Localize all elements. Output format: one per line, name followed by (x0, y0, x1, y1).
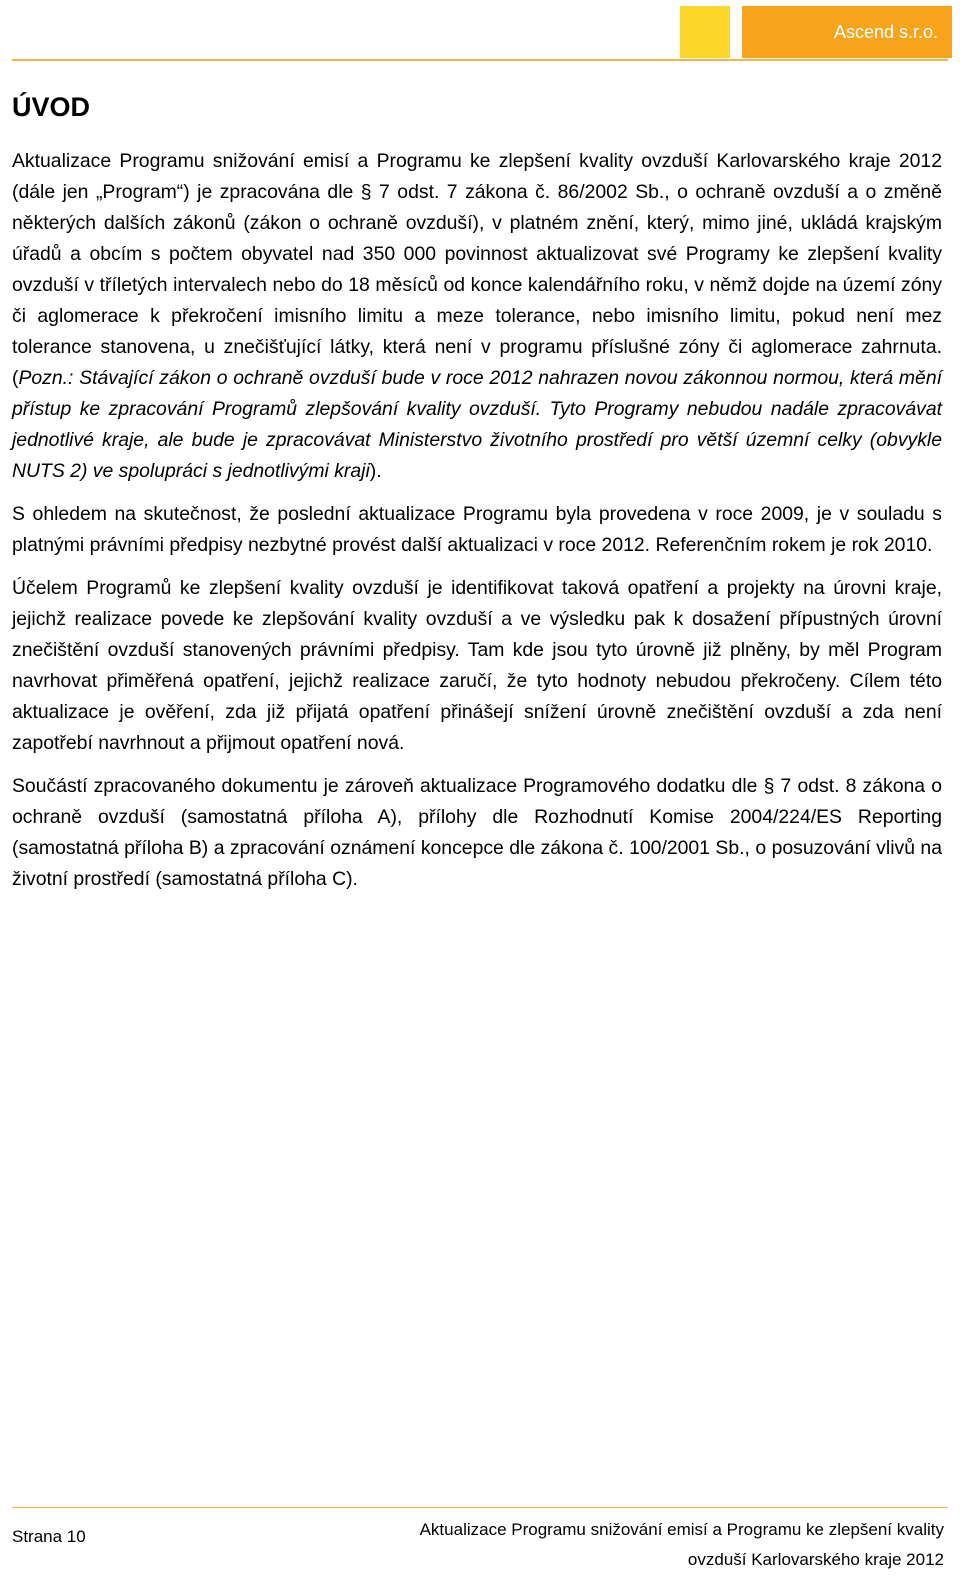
footer-title-line-1: Aktualizace Programu snižování emisí a Programu ke zlepšení kvality (419, 1520, 944, 1539)
header-yellow-block (680, 6, 730, 58)
paragraph-4: Součástí zpracovaného dokumentu je zároveň aktualizace Programového dodatku dle § 7 odst. 8 zákona o ochraně ovzduší (samostatná příloha A), přílohy dle Rozhodnutí Komise 2004/224/ES Reporting (samostatná příloha B) a zpracování oznámení koncepce dle zákona č. 100/2001 Sb., o posuzování vlivů na životní prostředí (samostatná příloha C). (12, 775, 942, 890)
paragraph-1 (12, 146, 942, 487)
paragraph-2: S ohledem na skutečnost, že poslední aktualizace Programu byla provedena v roce 2009, je v souladu s platnými právními předpisy nezbytné provést další aktualizaci v roce 2012. Referenčním rokem je rok 2010. (12, 503, 942, 556)
header-orange-block (742, 6, 952, 58)
header-decoration (0, 6, 960, 62)
paragraph-1-note: Pozn.: Stávající zákon o ochraně ovzduší bude v roce 2012 nahrazen novou zákonnou normou, která mění přístup ke zpracování Programů zlepšování kvality ovzduší. Tyto Programy nebudou nadále zpracovávat jednotlivé kraje, ale bude je zpracovávat Ministerstvo životního prostředí pro větší územní celky (obvykle NUTS 2) ve spolupráci s jednotlivými kraji (12, 367, 942, 482)
paragraph-1-end: ). (369, 460, 382, 482)
footer-title-line-2: ovzduší Karlovarského kraje 2012 (687, 1550, 944, 1569)
page-number: Strana 10 (12, 1527, 86, 1546)
brand-name: Ascend s.r.o. (833, 22, 938, 42)
paragraph-3: Účelem Programů ke zlepšení kvality ovzduší je identifikovat taková opatření a projekty na úrovni kraje, jejichž realizace povede ke zlepšování kvality ovzduší a ve výsledku pak k dosažení přípustných úrovní znečištění ovzduší stanovených právními předpisy. Tam kde jsou tyto úrovně již plněny, by měl Program navrhovat přiměřená opatření, jejichž realizace zaručí, že tyto hodnoty nebudou překročeny. Cílem této aktualizace je ověření, zda již přijatá opatření přinášejí snížení úrovně znečištění ovzduší a zda není zapotřebí navrhnout a přijmout opatření nová. (12, 577, 942, 754)
footer-divider (12, 1507, 948, 1508)
footer-document-title (420, 1515, 944, 1575)
section-title: ÚVOD (12, 92, 91, 122)
paragraph-1-text: Aktualizace Programu snižování emisí a Programu ke zlepšení kvality ovzduší Karlovarského kraje 2012 (dále jen „Program“) je zpracována dle § 7 odst. 7 zákona č. 86/2002 Sb., o ochraně ovzduší a o změně některých dalších zákonů (zákon o ochraně ovzduší), v platném znění, který, mimo jiné, ukládá krajským úřadů a obcím s počtem obyvatel nad 350 000 povinnost aktualizovat své Programy ke zlepšení kvality ovzduší v tříletých intervalech nebo do 18 měsíců od konce kalendářního roku, v němž dojde na území zóny či aglomerace k překročení imisního limitu a meze tolerance, nebo imisního limitu, pokud není mez tolerance stanovena, u znečišťující látky, která není v programu příslušné zóny či aglomerace zahrnuta. ( (12, 150, 942, 389)
main-content (12, 88, 942, 907)
header-divider (12, 59, 948, 61)
